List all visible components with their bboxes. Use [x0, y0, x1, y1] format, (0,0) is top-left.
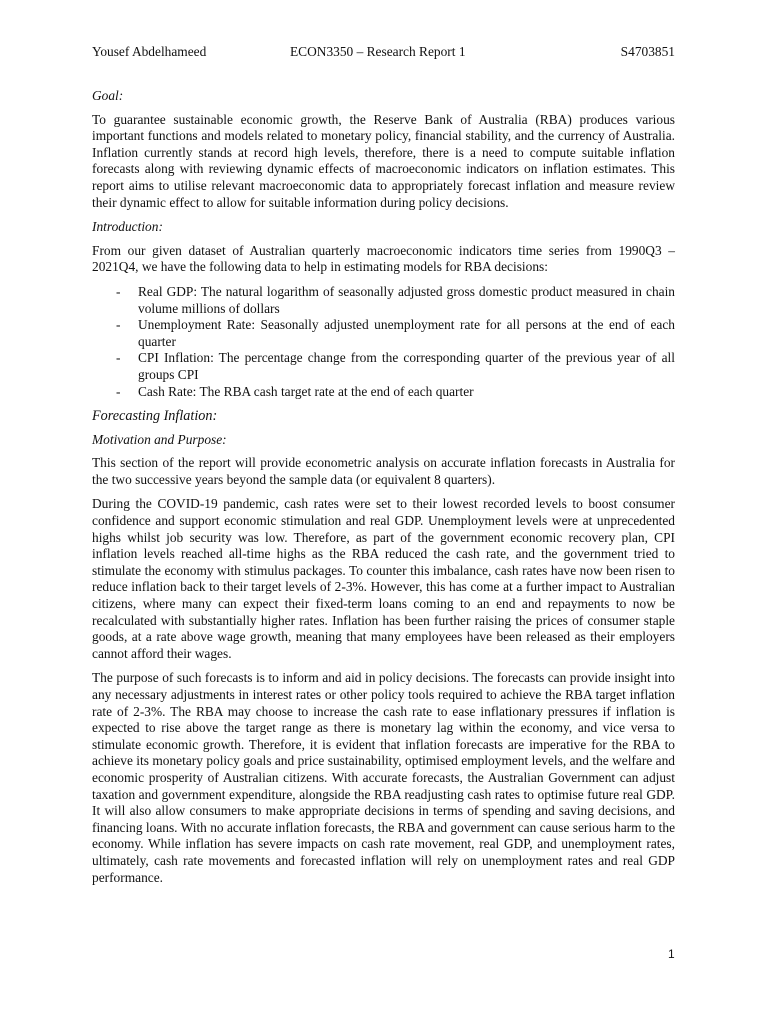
indicator-list [92, 284, 675, 400]
bullet-marker: - [116, 317, 121, 333]
forecasting-paragraph: This section of the report will provide econometric analysis on accurate inflation forecasts in Australia for the two successive years beyond the sample data (or equivalent 8 quarters). [92, 455, 675, 487]
list-item [92, 384, 675, 401]
forecasting-heading: Forecasting Inflation: [92, 408, 218, 425]
list-item-text: Cash Rate: The RBA cash target rate at the end of each quarter [138, 383, 474, 399]
document-body [92, 88, 675, 894]
list-item [92, 350, 675, 383]
list-item [92, 284, 675, 317]
page-number: 1 [668, 947, 675, 961]
bullet-marker: - [116, 350, 121, 366]
motivation-subheading: Motivation and Purpose: [92, 431, 227, 447]
introduction-paragraph: From our given dataset of Australian quarterly macroeconomic indicators time series from 1990Q3 – 2021Q4, we have the following data to help in estimating models for RBA decisions: [92, 242, 675, 275]
goal-heading: Goal: [92, 88, 124, 103]
header-author: Yousef Abdelhameed [92, 44, 207, 59]
list-item-text: Unemployment Rate: Seasonally adjusted unemployment rate for all persons at the end of each quarter [138, 317, 675, 349]
list-item-text: CPI Inflation: The percentage change from the corresponding quarter of the previous year of all groups CPI [138, 350, 675, 382]
introduction-heading: Introduction: [92, 219, 163, 235]
forecasting-paragraph: During the COVID-19 pandemic, cash rates were set to their lowest recorded levels to boost consumer confidence and support economic stimulation and real GDP. Unemployment levels were at unprecedented highs whilst job security was low. Therefore, as part of the government economic recovery plan, CPI inflation levels reached all-time highs as the RBA reduced the cash rate, and the government tried to stimulate the economy with stimulus packages. To counter this imbalance, cash rates have now been risen to reduce inflation back to their target levels of 2-3%. However, this has come at a further impact to Australian citizens, where many can expect their fixed-term loans coming to an end and repayments to now be recalculated with substantially higher rates. Inflation has been further raising the prices of consumer staple goods, at a rate above wage growth, meaning that many employees have been released as their employers cannot afford their wages. [92, 496, 675, 661]
bullet-marker: - [116, 283, 121, 299]
forecasting-paragraph: The purpose of such forecasts is to inform and aid in policy decisions. The forecasts can provide insight into any necessary adjustments in interest rates or other policy tools required to achieve the RBA target inflation rate of 2-3%. The RBA may choose to increase the cash rate to ease inflationary pressures if inflation is expected to rise above the target range as there is monetary lag within the economy, and vice versa to stimulate economic growth. Therefore, it is evident that inflation forecasts are imperative for the RBA to achieve its monetary policy goals and price sustainability, optimised employment levels, and the welfare and economic prosperity of Australian citizens. With accurate forecasts, the Australian Government can adjust taxation and government expenditure, alongside the RBA readjusting cash rates to optimise future real GDP. It will also allow consumers to make appropriate decisions in terms of spending and saving decisions, and financing loans. With no accurate inflation forecasts, the RBA and government can cause serious harm to the economy. While inflation has severe impacts on cash rate movement, real GDP, and unemployment rates, ultimately, cash rate movements and forecasted inflation will rely on unemployment rates and real GDP performance. [92, 670, 676, 885]
header-course: ECON3350 – Research Report 1 [290, 44, 466, 59]
goal-paragraph: To guarantee sustainable economic growth, the Reserve Bank of Australia (RBA) produces various important functions and models related to monetary policy, financial stability, and the currency of Australia. Inflation currently stands at record high levels, therefore, there is a need to compute suitable inflation forecasts along with reviewing dynamic effects of macroeconomic indicators on inflation estimates. This report aims to utilise relevant macroeconomic data to appropriately forecast inflation and measure review their dynamic effect to allow for suitable information during policy decisions. [92, 111, 675, 210]
header-student-id: S4703851 [620, 44, 675, 59]
bullet-marker: - [116, 383, 121, 399]
page-header [92, 44, 675, 62]
list-item-text: Real GDP: The natural logarithm of seasonally adjusted gross domestic product measured in chain volume millions of dollars [138, 283, 675, 316]
list-item [92, 317, 675, 350]
